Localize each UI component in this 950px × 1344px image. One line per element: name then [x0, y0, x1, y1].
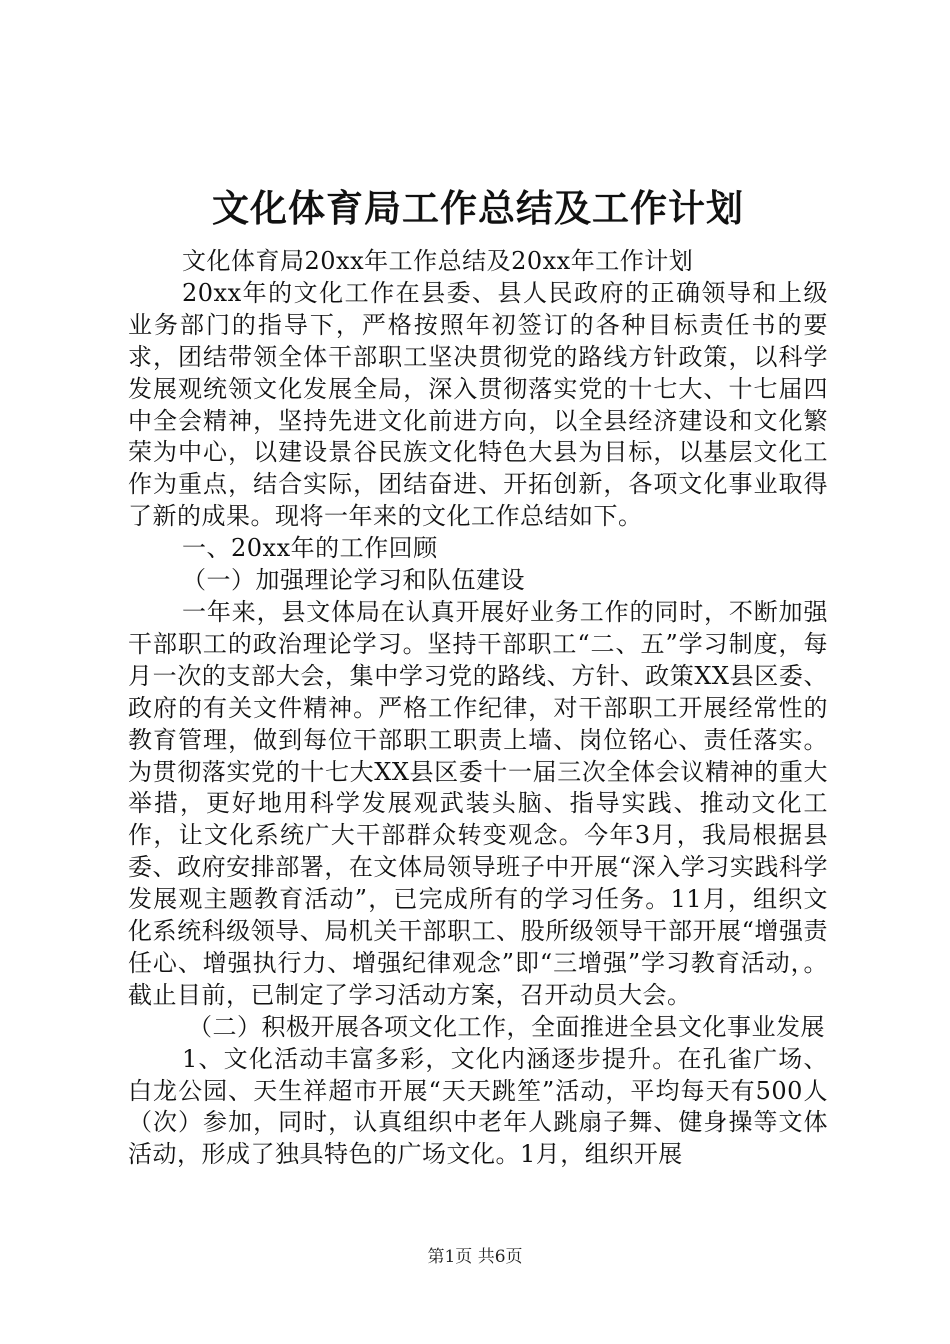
section-heading-review: 一、20xx年的工作回顾	[182, 534, 438, 563]
page-number-footer: 第1页 共6页	[427, 1247, 523, 1267]
subsection-heading-theory-study: （一）加强理论学习和队伍建设	[182, 566, 525, 595]
document-title: 文化体育局工作总结及工作计划	[212, 186, 744, 230]
paragraph-cultural-activities: 1、文化活动丰富多彩，文化内涵逐步提升。在孔雀广场、白龙公园、天生祥超市开展“天天跳笙”活动，平均每天有500人（次）参加，同时，认真组织中老年人跳扇子舞、健身操等文体活动，形成了独具特色的广场文化。1月，组织开展	[128, 1044, 828, 1169]
document-subtitle: 文化体育局20xx年工作总结及20xx年工作计划	[182, 247, 694, 275]
paragraph-theory-study: 一年来，县文体局在认真开展好业务工作的同时，不断加强干部职工的政治理论学习。坚持干部职工“二、五”学习制度，每月一次的支部大会，集中学习党的路线、方针、政策XX县区委、政府的有关文件精神。严格工作纪律，对干部职工开展经常性的教育管理，做到每位干部职工职责上墙、岗位铭心、责任落实。为贯彻落实党的十七大XX县区委十一届三次全体会议精神的重大举措，更好地用科学发展观武装头脑、指导实践、推动文化工作，让文化系统广大干部群众转变观念。今年3月，我局根据县委、政府安排部署，在文体局领导班子中开展“深入学习实践科学发展观主题教育活动”，已完成所有的学习任务。11月，组织文化系统科级领导、局机关干部职工、股所级领导干部开展“增强责任心、增强执行力、增强纪律观念”即“三增强”学习教育活动，。截止目前，已制定了学习活动方案，召开动员大会。	[128, 597, 828, 1009]
subsection-heading-cultural-work: （二）积极开展各项文化工作，全面推进全县文化事业发展	[188, 1012, 825, 1041]
paragraph-intro: 20xx年的文化工作在县委、县人民政府的正确领导和上级业务部门的指导下，严格按照年初签订的各种目标责任书的要求，团结带领全体干部职工坚决贯彻党的路线方针政策，以科学发展观统领文化发展全局，深入贯彻落实党的十七大、十七届四中全会精神，坚持先进文化前进方向，以全县经济建设和文化繁荣为中心，以建设景谷民族文化特色大县为目标，以基层文化工作为重点，结合实际，团结奋进、开拓创新，各项文化事业取得了新的成果。现将一年来的文化工作总结如下。	[128, 278, 828, 531]
document-page	[128, 180, 828, 1171]
